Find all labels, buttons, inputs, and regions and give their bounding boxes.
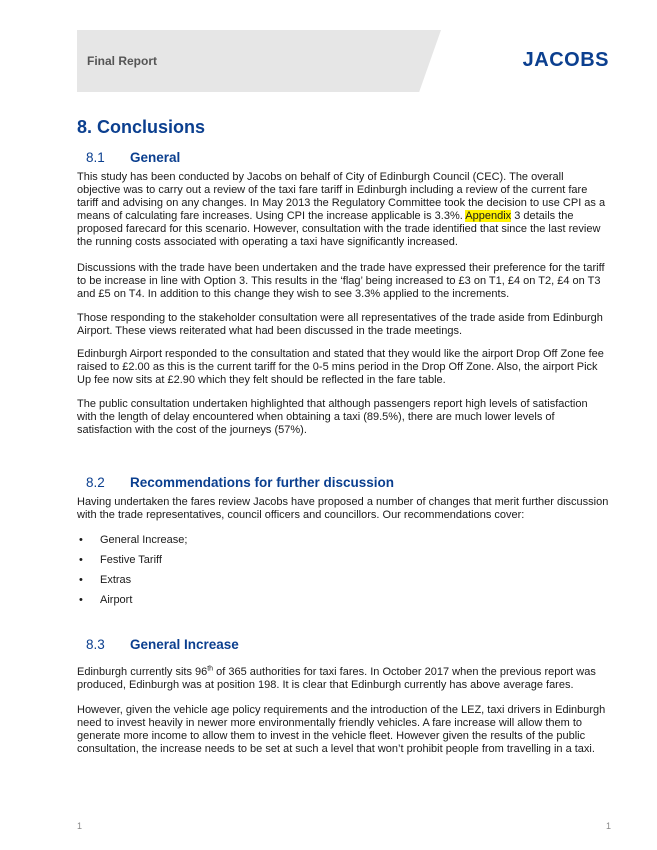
paragraph: The public consultation undertaken highlighted that although passengers report high levels of satisfaction with the length of delay encountered when obtaining a taxi (89.5%), there are much lower levels of satisfaction with the cost of the journeys (57%).: [77, 398, 588, 436]
paragraph: However, given the vehicle age policy requirements and the introduction of the LEZ, taxi drivers in Edinburgh need to invest heavily in newer more environmentally friendly vehicles. A fare increase will allow them to generate more income to allow them to invest in the vehicle fleet. However given the results of the public consultation, the increase needs to be set at such a level that won’t prohibit people from travelling in a taxi.: [77, 704, 606, 755]
paragraph: [77, 171, 609, 249]
paragraph: Those responding to the stakeholder consultation were all representatives of the trade aside from Edinburgh Airport. These views reiterated what had been discussed in the trade meetings.: [77, 312, 603, 337]
section-heading-8-2: [86, 475, 394, 490]
paragraph-text: 3 details the proposed farecard for this scenario. However, consultation with the trade identified that since the last review the running costs associated with operating a taxi have significantly increased.: [77, 210, 601, 248]
section-number: 8.3: [86, 637, 105, 652]
list-item: • Extras: [77, 574, 597, 594]
paragraph-text: of 365 authorities for taxi fares. In October 2017 when the previous report was produced, Edinburgh was at position 198. It is clear that Edinburgh currently has above average fares.: [77, 666, 596, 691]
footer-page-number-right: 1: [605, 821, 611, 831]
list-item: • Festive Tariff: [77, 554, 597, 574]
section-title: Recommendations for further discussion: [130, 475, 395, 490]
superscript: th: [207, 665, 214, 673]
paragraph: Edinburgh Airport responded to the consultation and stated that they would like the airport Drop Off Zone fee raised to £2.00 as this is the current tariff for the 0-5 mins period in the Drop Off Zone. Also, the airport Pick Up fee now sits at £2.90 which they felt should be reflected in the fare table.: [77, 348, 604, 386]
list-item: • Airport: [77, 594, 597, 614]
paragraph: Having undertaken the fares review Jacobs have proposed a number of changes that merit further discussion with the trade representatives, council officers and councillors. Our recommendations cover:: [77, 496, 609, 521]
header-label: Final Report: [87, 54, 158, 68]
recommendations-list: [77, 534, 597, 614]
page-title: 8. Conclusions: [77, 117, 206, 137]
section-heading-8-3: [86, 637, 239, 652]
section-heading-8-1: [86, 150, 180, 165]
section-title: General: [130, 150, 181, 165]
highlighted-text: Appendix: [465, 210, 512, 222]
paragraph-text: Edinburgh currently sits 96: [77, 666, 208, 678]
paragraph-text: This study has been conducted by Jacobs on behalf of City of Edinburgh Council (CEC). The overall objective was to carry out a review of the taxi fare tariff in Edinburgh including a review of the current fare tariff and advising on any changes. In May 2013 the Regulatory Committee took the decision to use CPI as a means of calculating fare increases. Using CPI the increase applicable is 3.3%.: [77, 171, 606, 222]
section-title: General Increase: [130, 637, 239, 652]
section-number: 8.2: [86, 475, 105, 490]
list-item: • General Increase;: [77, 534, 597, 554]
jacobs-logo: JACOBS: [522, 49, 609, 71]
section-number: 8.1: [86, 150, 105, 165]
footer-page-number-left: 1: [77, 821, 83, 831]
page-header: [77, 30, 613, 92]
paragraph: Discussions with the trade have been undertaken and the trade have expressed their preference for the tariff to be increase in line with Option 3. This results in the ‘flag’ being increased to £3 on T1, £4 on T2, £4 on T3 and £5 on T4. In addition to this change they wish to see 3.3% applied to the increments.: [77, 262, 605, 300]
paragraph: [77, 666, 609, 692]
